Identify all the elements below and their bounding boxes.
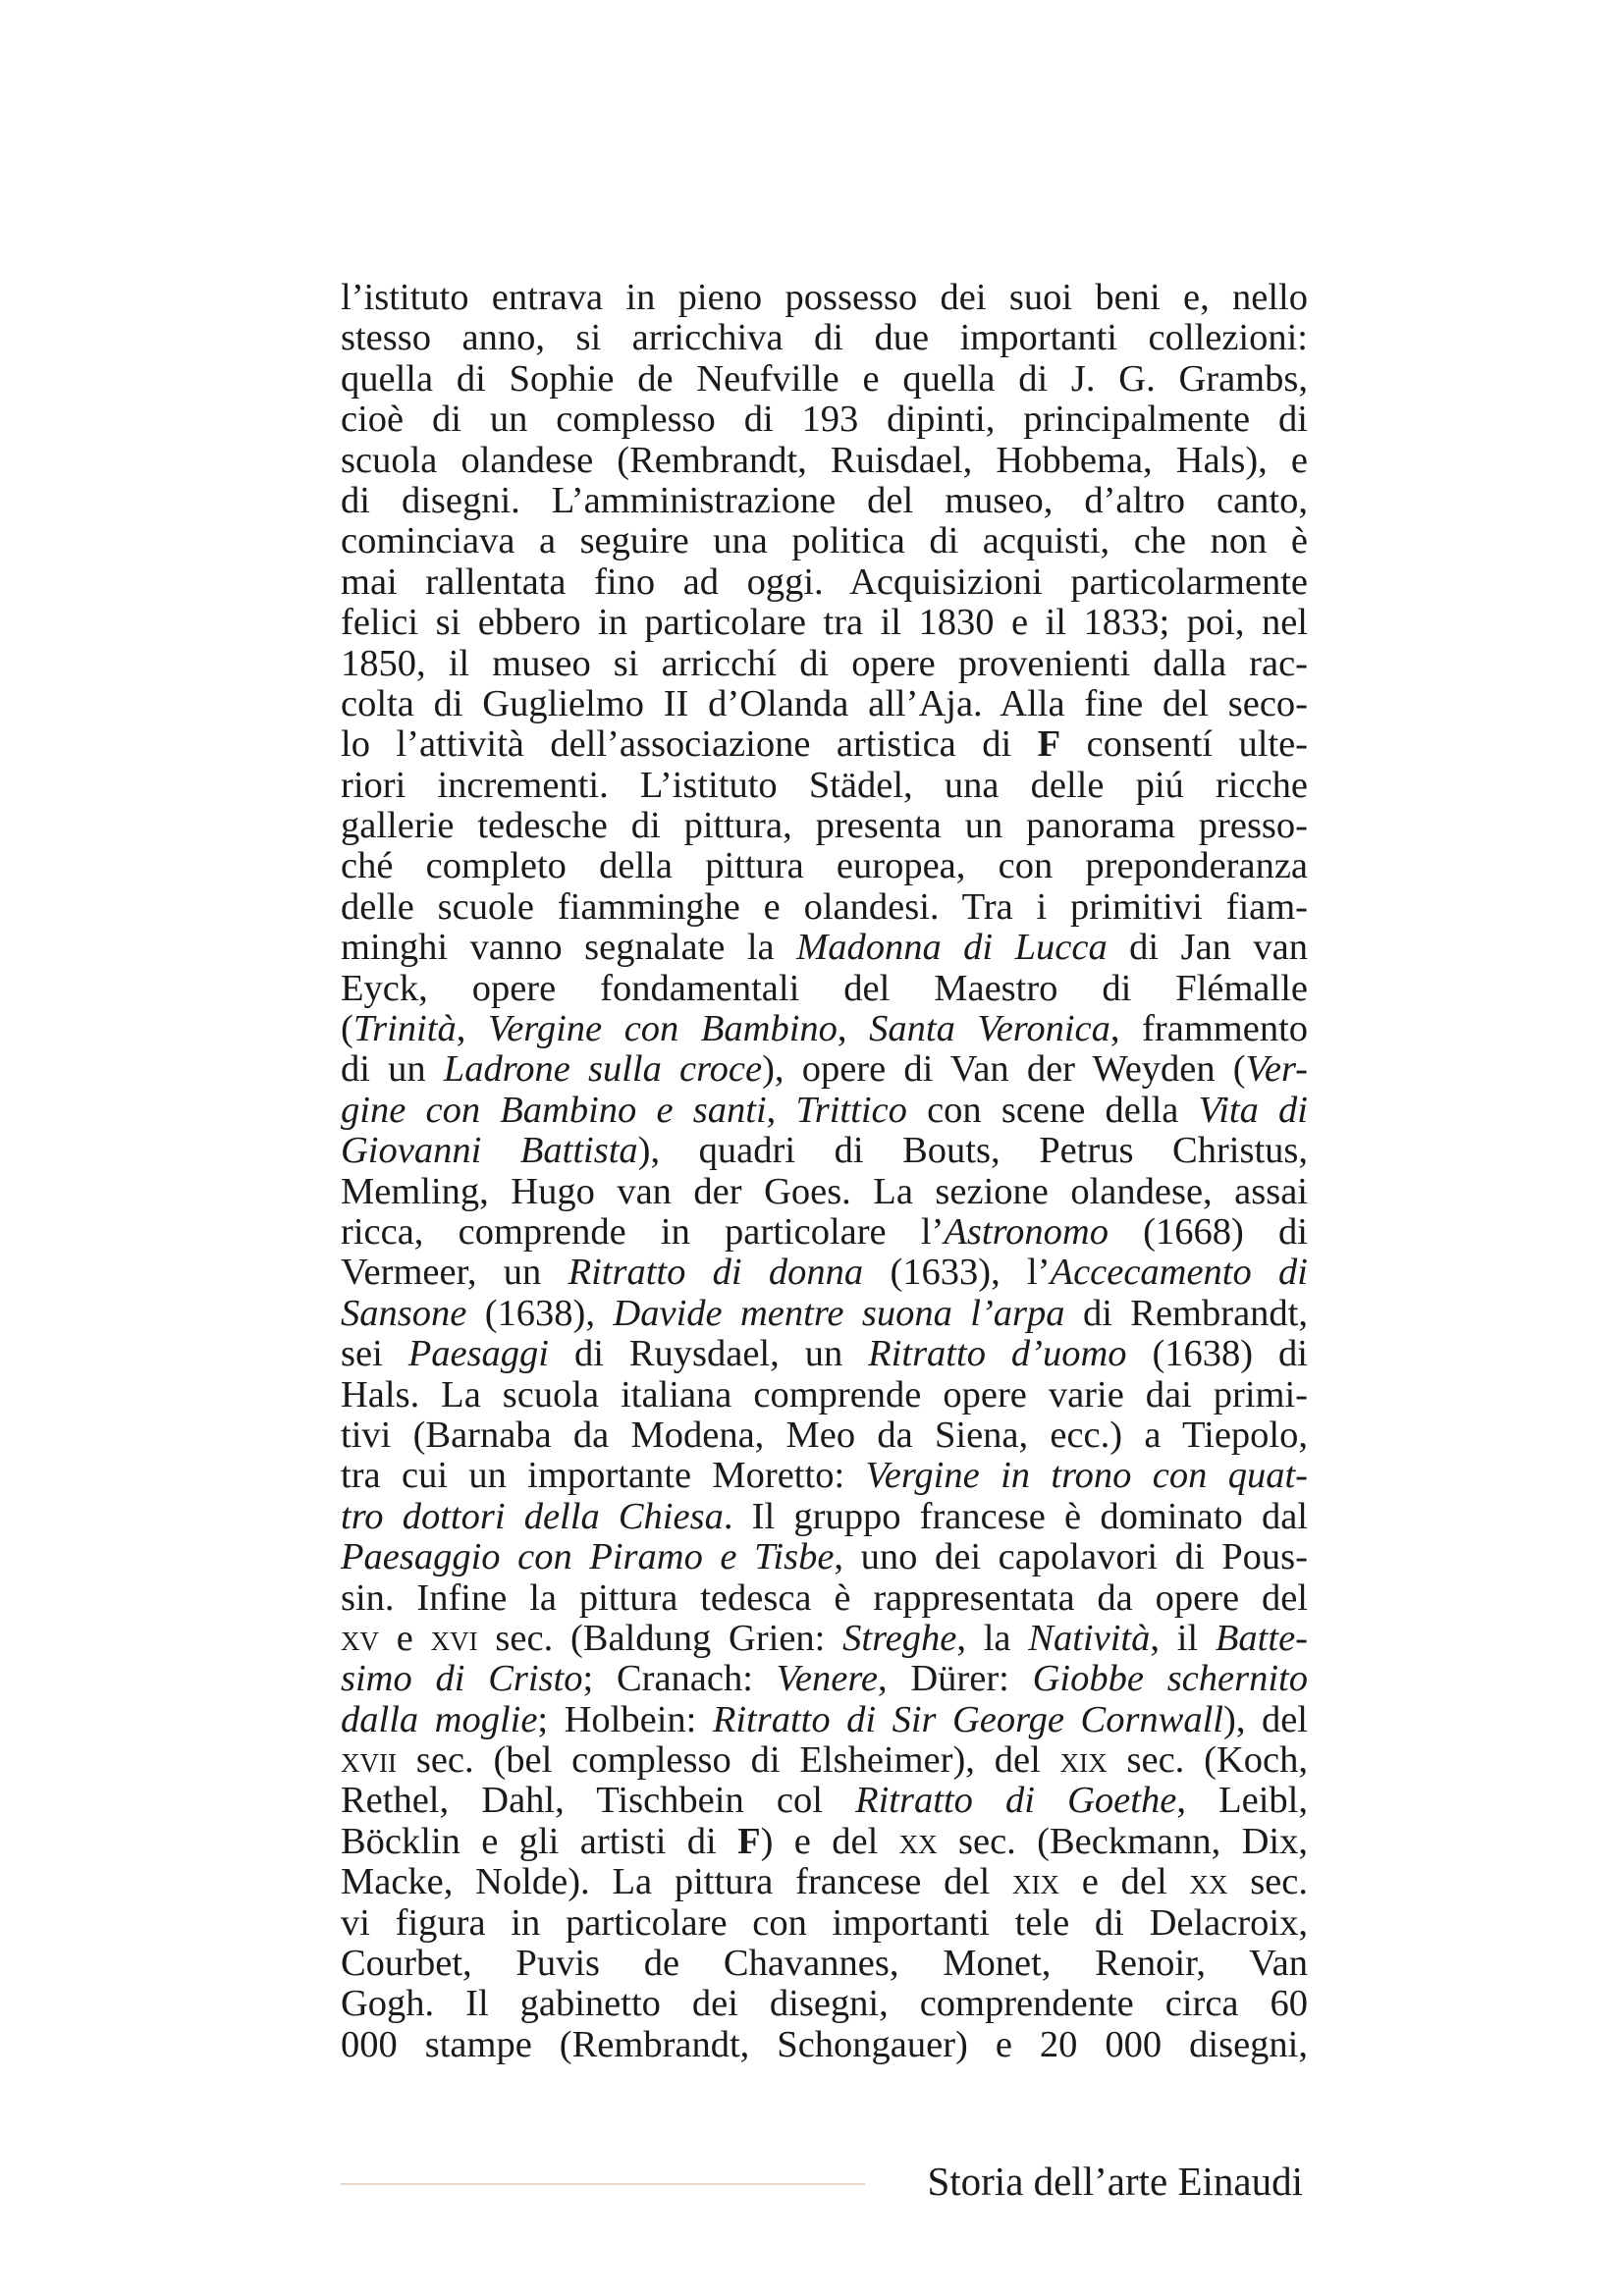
text-run: ; Cranach: [582,1658,777,1700]
text-run: scuola olandese (Rembrandt, Ruisdael, Hobbema, Hals), e [341,439,1308,481]
text-run: 1850, il museo si arricchí di opere provenienti dalla rac- [341,642,1308,684]
text-line [341,684,1308,724]
italic-title: Ritratto di Sir George Cornwall [712,1698,1223,1740]
text-line [341,1091,1308,1131]
italic-title: Giobbe schernito [1032,1658,1308,1700]
text-line [341,1375,1308,1415]
italic-title: Trittico [795,1089,907,1131]
text-line [341,1984,1308,2024]
text-line [341,928,1308,968]
text-run: mai rallentata fino ad oggi. Acquisizioni particolarmente [341,561,1308,603]
text-run: e [379,1617,431,1659]
italic-title: gine con Bambino e santi [341,1089,767,1131]
text-run: con scene della [906,1089,1199,1131]
italic-title: Vergine con Bambino [487,1008,838,1050]
text-run: Gogh. Il gabinetto dei disegni, comprendente circa 60 [341,1983,1308,2025]
text-line [341,1700,1308,1740]
italic-title: Ritratto d’uomo [868,1333,1127,1375]
century-numeral: xx [1189,1861,1228,1903]
body-text [341,278,1308,2065]
text-run: Memling, Hugo van der Goes. La sezione olandese, assai [341,1170,1308,1212]
text-run: ; Holbein: [537,1698,713,1740]
italic-title: Vergine in trono con quat- [865,1455,1309,1497]
text-run: . Il gruppo francese è dominato dal [723,1495,1308,1537]
text-run: sec. [1227,1861,1308,1903]
text-line [341,1578,1308,1619]
italic-title: Ritratto di Goethe [855,1780,1177,1822]
text-run: , la [956,1617,1029,1659]
text-run: (1638) di [1126,1333,1308,1375]
text-line [341,441,1308,481]
text-line [341,806,1308,846]
text-line [341,562,1308,603]
text-run: (1668) di [1108,1210,1308,1253]
text-run: , [766,1089,796,1131]
bold-abbrev: F [737,1820,761,1862]
text-line [341,1944,1308,1984]
text-run: Hals. La scuola italiana comprende opere varie dai primi- [341,1373,1308,1415]
italic-title: Trinità [352,1008,457,1050]
text-run: di Rembrandt, [1064,1292,1308,1334]
text-line [341,1212,1308,1253]
text-line [341,1862,1308,1902]
text-run: sin. Infine la pittura tedesca è rappresentata da opere del [341,1576,1308,1619]
text-run: di disegni. L’amministrazione del museo, d’altro canto, [341,479,1308,521]
text-line [341,1781,1308,1821]
text-run: sec. (Beckmann, Dix, [937,1820,1308,1862]
century-numeral: xx [898,1820,938,1862]
text-line [341,603,1308,643]
text-run: ), del [1223,1698,1308,1740]
text-run: ), opere di Van der Weyden ( [762,1048,1246,1091]
italic-title: Ritratto di donna [568,1252,864,1294]
text-run: 000 stampe (Rembrandt, Schongauer) e 20 000 disegni, [341,2023,1308,2065]
text-run: di Jan van [1107,927,1309,969]
text-run: Vermeer, un [341,1252,568,1294]
text-line [341,1049,1308,1090]
text-line [341,1740,1308,1781]
century-numeral: xvi [430,1617,478,1659]
text-line [341,400,1308,440]
text-line [341,1822,1308,1862]
text-run: stesso anno, si arricchiva di due importanti collezioni: [341,317,1308,359]
text-run: e del [1058,1861,1190,1903]
text-run: felici si ebbero in particolare tra il 1830 e il 1833; poi, nel [341,602,1308,644]
italic-title: Astronomo [944,1210,1109,1253]
text-run: , il [1150,1617,1216,1659]
text-run: ché completo della pittura europea, con preponderanza [341,845,1308,887]
italic-title: Santa Veronica [869,1008,1110,1050]
text-line [341,846,1308,886]
text-run: ( [341,1008,353,1050]
text-line [341,766,1308,806]
text-run: l’istituto entrava in pieno possesso dei suoi beni e, nello [341,277,1308,318]
text-line [341,521,1308,561]
text-line [341,1131,1308,1171]
text-line [341,278,1308,318]
text-run: sei [341,1333,408,1375]
text-run: quella di Sophie de Neufville e quella di J. G. Grambs, [341,357,1308,400]
italic-title: tro dottori della Chiesa [341,1495,724,1537]
text-line [341,1294,1308,1334]
text-run: (1633), l’ [863,1252,1051,1294]
text-run: colta di Guglielmo II d’Olanda all’Aja. Alla fine del seco- [341,682,1308,724]
italic-title: Paesaggi [407,1333,550,1375]
text-run: , [456,1008,488,1050]
text-run: , [837,1008,870,1050]
text-run: tivi (Barnaba da Modena, Meo da Siena, ecc.) a Tiepolo, [341,1414,1308,1456]
century-numeral: xvii [341,1739,397,1782]
text-line [341,887,1308,928]
text-run: sec. (Baldung Grien: [477,1617,843,1659]
italic-title: Ver- [1245,1048,1308,1091]
text-line [341,1903,1308,1944]
italic-title: Madonna di Lucca [796,927,1108,969]
text-line [341,1456,1308,1496]
text-run: , uno dei capolavori di Pous- [834,1536,1308,1578]
text-run: Courbet, Puvis de Chavannes, Monet, Renoir, Van [341,1943,1308,1985]
text-run: (1638), [466,1292,614,1334]
text-line [341,1537,1308,1577]
text-run: lo l’attività dell’associazione artistica di [341,723,1038,766]
italic-title: simo di Cristo [341,1658,583,1700]
italic-title: Venere [776,1658,878,1700]
text-run: , Leibl, [1176,1780,1308,1822]
text-run: Macke, Nolde). La pittura francese del [341,1861,1012,1903]
century-numeral: xix [1059,1739,1108,1782]
italic-title: Davide mentre suona l’arpa [613,1292,1065,1334]
text-line [341,1659,1308,1699]
text-run: di un [341,1048,444,1091]
italic-title: Paesaggio con Piramo e Tisbe [341,1536,835,1578]
text-line [341,1497,1308,1537]
italic-title: Streghe [842,1617,957,1659]
text-run: ), quadri di Bouts, Petrus Christus, [637,1130,1308,1172]
text-run: di Ruysdael, un [549,1333,869,1375]
italic-title: Vita di [1198,1089,1309,1131]
text-run: consentí ulte- [1060,723,1308,766]
text-line [341,644,1308,684]
text-run: minghi vanno segnalate la [341,927,797,969]
text-run: delle scuole fiamminghe e olandesi. Tra i primitivi fiam- [341,885,1308,928]
text-line [341,481,1308,521]
text-run: cioè di un complesso di 193 dipinti, principalmente di [341,399,1308,441]
italic-title: Accecamento di [1050,1252,1308,1294]
text-line [341,318,1308,358]
text-run: Eyck, opere fondamentali del Maestro di Flémalle [341,967,1308,1009]
text-run: , Dürer: [877,1658,1033,1700]
italic-title: Natività [1028,1617,1151,1659]
text-run: sec. (Koch, [1107,1739,1308,1782]
text-line [341,1334,1308,1374]
text-line [341,1253,1308,1293]
bold-abbrev: F [1037,723,1061,766]
text-run: riori incrementi. L’istituto Städel, una delle piú ricche [341,764,1308,806]
footer-rule [341,2183,865,2185]
text-line [341,969,1308,1009]
italic-title: Sansone [341,1292,467,1334]
text-line [341,724,1308,765]
text-run: Böcklin e gli artisti di [341,1820,738,1862]
text-line [341,1009,1308,1049]
text-run: tra cui un importante Moretto: [341,1455,866,1497]
text-run: Rethel, Dahl, Tischbein col [341,1780,856,1822]
text-run: ricca, comprende in particolare l’ [341,1210,945,1253]
century-numeral: xv [341,1617,379,1659]
italic-title: Batte- [1215,1617,1308,1659]
century-numeral: xix [1011,1861,1059,1903]
text-line [341,1415,1308,1456]
text-run: cominciava a seguire una politica di acquisti, che non è [341,520,1308,562]
text-line [341,359,1308,400]
italic-title: Giovanni Battista [341,1130,638,1172]
text-run: vi figura in particolare con importanti tele di Delacroix, [341,1901,1308,1944]
italic-title: Ladrone sulla croce [443,1048,763,1091]
text-run: sec. (bel complesso di Elsheimer), del [396,1739,1060,1782]
text-line [341,1172,1308,1212]
text-line [341,1619,1308,1659]
text-run: , frammento [1109,1008,1309,1050]
italic-title: dalla moglie [341,1698,538,1740]
text-run: ) e del [760,1820,899,1862]
text-run: gallerie tedesche di pittura, presenta un panorama presso- [341,805,1308,847]
footer-title: Storia dell’arte Einaudi [927,2159,1303,2204]
text-line [341,2025,1308,2065]
